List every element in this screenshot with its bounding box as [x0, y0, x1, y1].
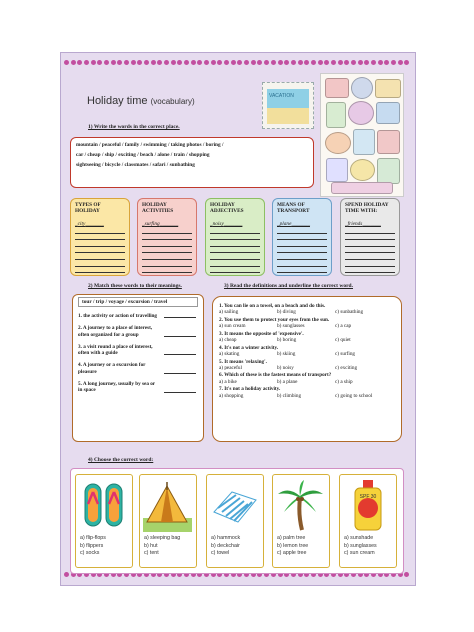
question-text: 2. You use them to protect your eyes from the sun. [219, 316, 330, 323]
answer-option[interactable]: b) sunglasses [277, 323, 305, 330]
answer-option[interactable]: a) skating [219, 350, 240, 357]
answer-option[interactable]: b) diving [277, 309, 296, 316]
border-dot [64, 572, 69, 577]
matching-box [72, 294, 204, 442]
answer-blank[interactable] [164, 354, 196, 355]
category-box [272, 198, 332, 276]
answer-option[interactable]: b) skiing [277, 350, 296, 357]
definitions-box [212, 296, 402, 442]
card-sun-cream [339, 474, 397, 568]
flip-flops-icon [79, 478, 128, 532]
card-option[interactable]: a) sunshade [344, 535, 374, 541]
answer-options [219, 365, 395, 371]
page-title: Holiday time (vocabulary) [87, 95, 195, 107]
border-dot [298, 60, 303, 65]
card-option[interactable]: c) apple tree [277, 550, 307, 556]
word-line: mountain / peaceful / family / swimming / taking photos / boring / [76, 142, 224, 148]
card-option[interactable]: b) deckchair [211, 542, 240, 549]
answer-option[interactable]: a) cheap [219, 336, 237, 343]
matching-item: 5. A long journey, usually by sea or in space [78, 381, 198, 394]
border-dot [211, 60, 216, 65]
border-dot [351, 60, 356, 65]
question-text: 5. It means 'relaxing'. [219, 358, 267, 365]
sunscreen-icon [343, 478, 392, 532]
card-option[interactable]: c) towel [211, 550, 230, 556]
answer-line[interactable] [345, 247, 395, 254]
border-dot [131, 60, 136, 65]
answer-line[interactable] [210, 253, 260, 260]
word-line: sightseeing / bicycle / classmates / safari / sunbathing [76, 162, 195, 168]
border-dot [104, 60, 109, 65]
border-dot [364, 60, 369, 65]
answer-line[interactable] [277, 260, 327, 267]
border-dot [71, 60, 76, 65]
section3-heading: 3) Read the definitions and underline the correct word. [224, 283, 353, 289]
answer-line[interactable] [142, 260, 192, 267]
border-dot [271, 60, 276, 65]
answer-line[interactable] [75, 267, 125, 274]
card-option[interactable]: a) sleeping bag [144, 535, 181, 541]
border-dot [358, 60, 363, 65]
answer-line[interactable] [210, 267, 260, 274]
question-text: 4. It's not a winter activity. [219, 344, 279, 351]
border-dot [391, 60, 396, 65]
answer-line[interactable] [75, 260, 125, 267]
answer-line[interactable] [277, 234, 327, 241]
answer-line[interactable] [75, 227, 125, 234]
border-dot [111, 60, 116, 65]
border-dot [224, 60, 229, 65]
answer-blank[interactable] [164, 317, 196, 318]
border-dot [398, 60, 403, 65]
card-option[interactable]: a) palm tree [277, 535, 306, 541]
border-dot [404, 60, 409, 65]
border-dot [231, 60, 236, 65]
answer-options [219, 351, 395, 357]
card-option[interactable]: c) tent [144, 550, 159, 556]
answer-line[interactable] [345, 234, 395, 241]
question-text: 3. It means the opposite of 'expensive'. [219, 330, 304, 337]
answer-option[interactable]: c) a ship [335, 378, 353, 385]
card-towel [206, 474, 264, 568]
answer-line[interactable] [210, 247, 260, 254]
border-dot [284, 60, 289, 65]
border-dot [164, 60, 169, 65]
border-dot [278, 60, 283, 65]
border-dot [157, 60, 162, 65]
border-dot [384, 60, 389, 65]
category-example: _noisy_______ [210, 221, 243, 227]
border-dot [371, 60, 376, 65]
border-dot [257, 60, 262, 65]
border-dot [324, 60, 329, 65]
border-dot [124, 60, 129, 65]
border-dot [64, 60, 69, 65]
border-dot [311, 60, 316, 65]
answer-options [219, 309, 395, 315]
deckchair-icon [210, 478, 259, 532]
border-dot [117, 60, 122, 65]
matching-item: 4. A journey or a excursion for pleasure [78, 362, 198, 375]
answer-line[interactable] [75, 240, 125, 247]
border-dot [151, 60, 156, 65]
border-dot [344, 60, 349, 65]
answer-line[interactable] [142, 253, 192, 260]
border-dot [144, 60, 149, 65]
answer-option[interactable]: a) sun cream [219, 323, 246, 330]
category-box [340, 198, 400, 276]
category-heading: MEANS OF TRANSPORT [277, 202, 310, 214]
answer-line[interactable] [277, 227, 327, 234]
border-dot [197, 60, 202, 65]
card-palm-tree [272, 474, 330, 568]
section2-heading: 2) Match these words to their meanings. [88, 283, 182, 289]
answer-line[interactable] [75, 234, 125, 241]
answer-option[interactable]: a) peaceful [219, 364, 242, 371]
answer-options [219, 337, 395, 343]
answer-option[interactable]: c) quiet [335, 336, 351, 343]
tent-icon [143, 478, 192, 532]
answer-line[interactable] [142, 267, 192, 274]
answer-line[interactable] [345, 240, 395, 247]
answer-blank[interactable] [164, 373, 196, 374]
border-dot [204, 60, 209, 65]
category-heading: HOLIDAY ACTIVITIES [142, 202, 174, 214]
matching-item: 2. A journey to a place of interest, often organized for a group [78, 325, 198, 338]
border-dot [84, 60, 89, 65]
border-dot [331, 60, 336, 65]
answer-option[interactable]: b) climbing [277, 392, 302, 399]
answer-line[interactable] [142, 234, 192, 241]
question-text: 7. It's not a holiday activity. [219, 386, 281, 393]
card-option[interactable]: b) hut [144, 542, 158, 549]
answer-blank[interactable] [164, 336, 196, 337]
card-option[interactable]: b) sunglasses [344, 542, 377, 549]
border-dot [264, 60, 269, 65]
matching-words: tour / trip / voyage / excursion / travel [78, 297, 198, 307]
card-option[interactable]: c) socks [80, 550, 100, 556]
beach-stamp: VACATION [262, 82, 314, 129]
answer-line[interactable] [345, 260, 395, 267]
category-box [205, 198, 265, 276]
answer-line[interactable] [277, 253, 327, 260]
answer-line[interactable] [142, 227, 192, 234]
section4-heading: 4) Choose the correct word: [88, 457, 154, 463]
card-option[interactable]: a) hammock [211, 535, 241, 541]
answer-option[interactable]: a) sailing [219, 309, 239, 316]
answer-option[interactable]: b) noisy [277, 364, 294, 371]
answer-option[interactable]: c) exciting [335, 364, 358, 371]
category-example: _surfing_______ [142, 221, 179, 227]
question-text: 6. Which of these is the fastest means of transport? [219, 372, 332, 379]
category-example: _city_______ [75, 221, 104, 227]
border-dot [137, 60, 142, 65]
answer-line[interactable] [142, 240, 192, 247]
category-example: _plane_______ [277, 221, 310, 227]
border-dot [191, 60, 196, 65]
answer-options [219, 393, 395, 399]
answer-line[interactable] [210, 260, 260, 267]
answer-line[interactable] [75, 253, 125, 260]
card-tent [139, 474, 197, 568]
border-dot [184, 60, 189, 65]
answer-line[interactable] [345, 267, 395, 274]
answer-line[interactable] [277, 247, 327, 254]
matching-item: 1. the activity or action of travelling [78, 313, 198, 319]
border-dot [404, 572, 409, 577]
answer-line[interactable] [210, 234, 260, 241]
answer-line[interactable] [345, 227, 395, 234]
category-box [70, 198, 130, 276]
answer-line[interactable] [345, 253, 395, 260]
border-dot [237, 60, 242, 65]
answer-line[interactable] [210, 227, 260, 234]
border-dot [318, 60, 323, 65]
card-option[interactable]: c) sun cream [344, 550, 375, 556]
border-dot [291, 60, 296, 65]
card-flip-flops [75, 474, 133, 568]
question-text: 1. You can lie on a towel, on a beach and do this. [219, 303, 326, 309]
category-heading: TYPES OF HOLIDAY [75, 202, 101, 214]
top-dot-border [64, 60, 410, 66]
sunscreen-label: SPF 30 [359, 494, 377, 500]
matching-item: 3. a visit round a place of interest, often with a guide [78, 344, 198, 357]
answer-option[interactable]: a) a bike [219, 378, 237, 385]
answer-option[interactable]: c) a cap [335, 323, 352, 330]
card-option[interactable]: a) flip-flops [80, 535, 106, 541]
category-heading: SPEND HOLIDAY TIME WITH: [345, 202, 389, 214]
border-dot [304, 60, 309, 65]
word-line: car / cheap / ship / exciting / beach / alone / train / shopping [76, 152, 210, 158]
card-option[interactable]: b) lemon tree [277, 542, 309, 549]
word-bank [70, 137, 314, 188]
answer-line[interactable] [75, 247, 125, 254]
answer-options [219, 379, 395, 385]
border-dot [97, 60, 102, 65]
border-dot [378, 60, 383, 65]
answer-blank[interactable] [164, 392, 196, 393]
border-dot [244, 60, 249, 65]
card-option[interactable]: b) flippers [80, 542, 104, 549]
category-heading: HOLIDAY ADJECTIVES [210, 202, 244, 214]
answer-option[interactable]: c) surfing [335, 350, 356, 357]
answer-line[interactable] [277, 240, 327, 247]
answer-line[interactable] [142, 247, 192, 254]
answer-option[interactable]: c) sunbathing [335, 309, 364, 316]
border-dot [77, 60, 82, 65]
answer-option[interactable]: a) shopping [219, 392, 244, 399]
answer-option[interactable]: b) a plane [277, 378, 298, 385]
section1-heading: 1) Write the words in the correct place. [88, 124, 180, 130]
answer-option[interactable]: c) going to school [335, 392, 373, 399]
palm-tree-icon [276, 478, 325, 532]
border-dot [338, 60, 343, 65]
answer-line[interactable] [277, 267, 327, 274]
border-dot [251, 60, 256, 65]
category-box [137, 198, 197, 276]
category-example: _friends_______ [345, 221, 381, 227]
border-dot [91, 60, 96, 65]
stamps-collage [320, 73, 404, 197]
answer-option[interactable]: b) boring [277, 336, 297, 343]
border-dot [217, 60, 222, 65]
border-dot [177, 60, 182, 65]
border-dot [171, 60, 176, 65]
answer-line[interactable] [210, 240, 260, 247]
answer-options [219, 323, 395, 329]
